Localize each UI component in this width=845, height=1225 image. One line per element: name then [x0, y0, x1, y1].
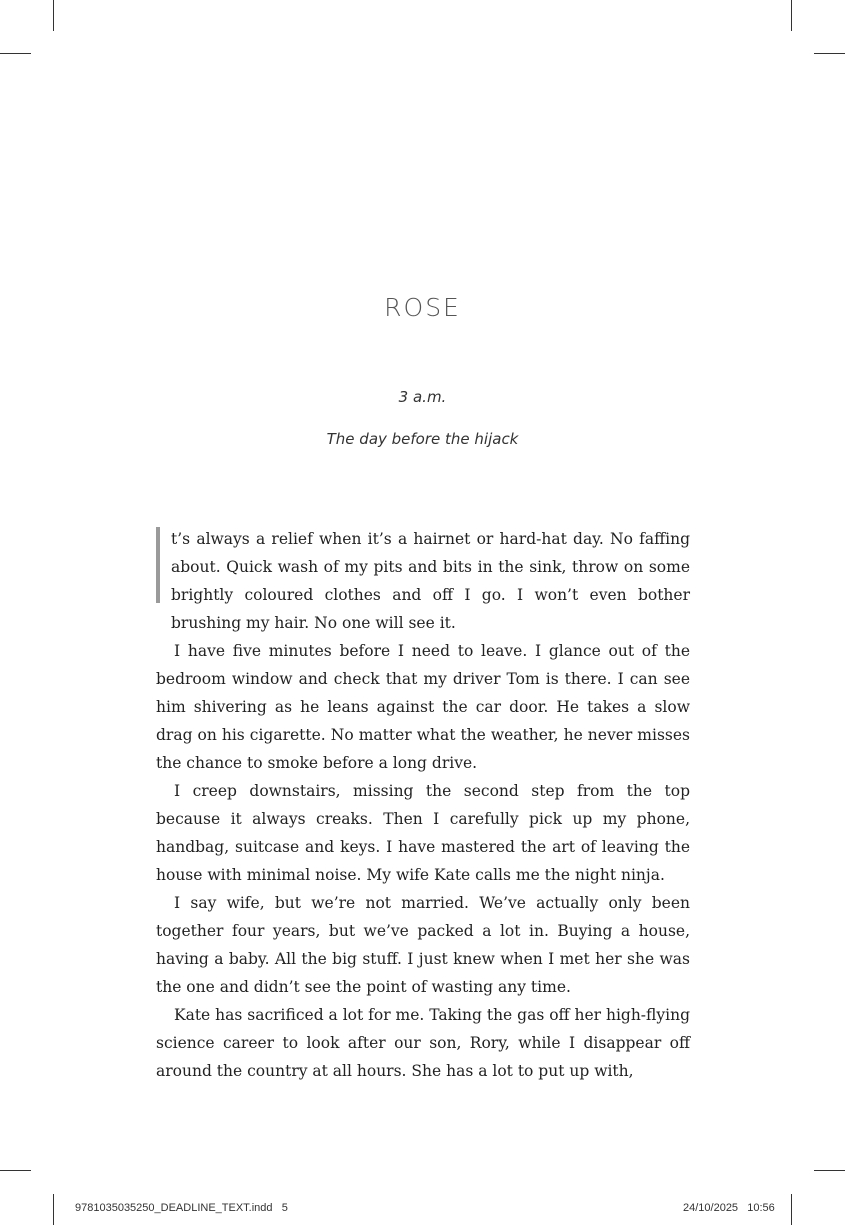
paragraph: I say wife, but we’re not married. We’ve actually only been together four years, but we’ve packed a lot in. Buying a house, having a baby. All the big stuff. I just knew when I met her she was the one and didn’t see the point of wasting any time.	[156, 894, 690, 996]
crop-mark-bottom-right-h	[814, 1170, 845, 1171]
body-text	[156, 525, 690, 1085]
chapter-time: 3 a.m.	[398, 388, 447, 406]
drop-cap-bar	[156, 527, 160, 603]
slug-filename: 9781035035250_DEADLINE_TEXT.indd	[75, 1202, 273, 1214]
chapter-title: ROSE	[384, 293, 461, 322]
paragraph: Kate has sacrificed a lot for me. Taking the gas off her high-flying science career to look after our son, Rory, while I disappear off around the country at all hours. She has a lot to put up with,	[156, 1006, 690, 1080]
crop-mark-bottom-left-h	[0, 1170, 31, 1171]
slug-file	[75, 1202, 288, 1214]
crop-mark-top-right	[791, 0, 792, 31]
paragraph-text: t’s always a relief when it’s a hairnet or hard-hat day. No faffing about. Quick wash of my pits and bits in the sink, throw on some brightly coloured clothes and off I go. I won’t even bother brushing my hair. No one will see it.	[171, 530, 690, 632]
slug-date: 24/10/2025	[683, 1202, 739, 1214]
crop-mark-top-left-h	[0, 53, 31, 54]
slug-page-number: 5	[281, 1202, 288, 1214]
crop-mark-bottom-right	[791, 1194, 792, 1225]
crop-mark-bottom-left	[53, 1194, 54, 1225]
paragraph: I have five minutes before I need to leave. I glance out of the bedroom window and check that my driver Tom is there. I can see him shivering as he leans against the car door. He takes a slow drag on his cigarette. No matter what the weather, he never misses the chance to smoke before a long drive.	[156, 642, 690, 772]
crop-mark-top-right-h	[814, 53, 845, 54]
chapter-subtitle: The day before the hijack	[326, 430, 519, 448]
slug-time: 10:56	[747, 1202, 775, 1214]
paragraph	[156, 525, 690, 637]
paragraph: I creep downstairs, missing the second step from the top because it always creaks. Then I carefully pick up my phone, handbag, suitcase and keys. I have mastered the art of leaving the house with minimal noise. My wife Kate calls me the night ninja.	[156, 782, 690, 884]
crop-mark-top-left	[53, 0, 54, 31]
slug-timestamp	[683, 1202, 775, 1214]
